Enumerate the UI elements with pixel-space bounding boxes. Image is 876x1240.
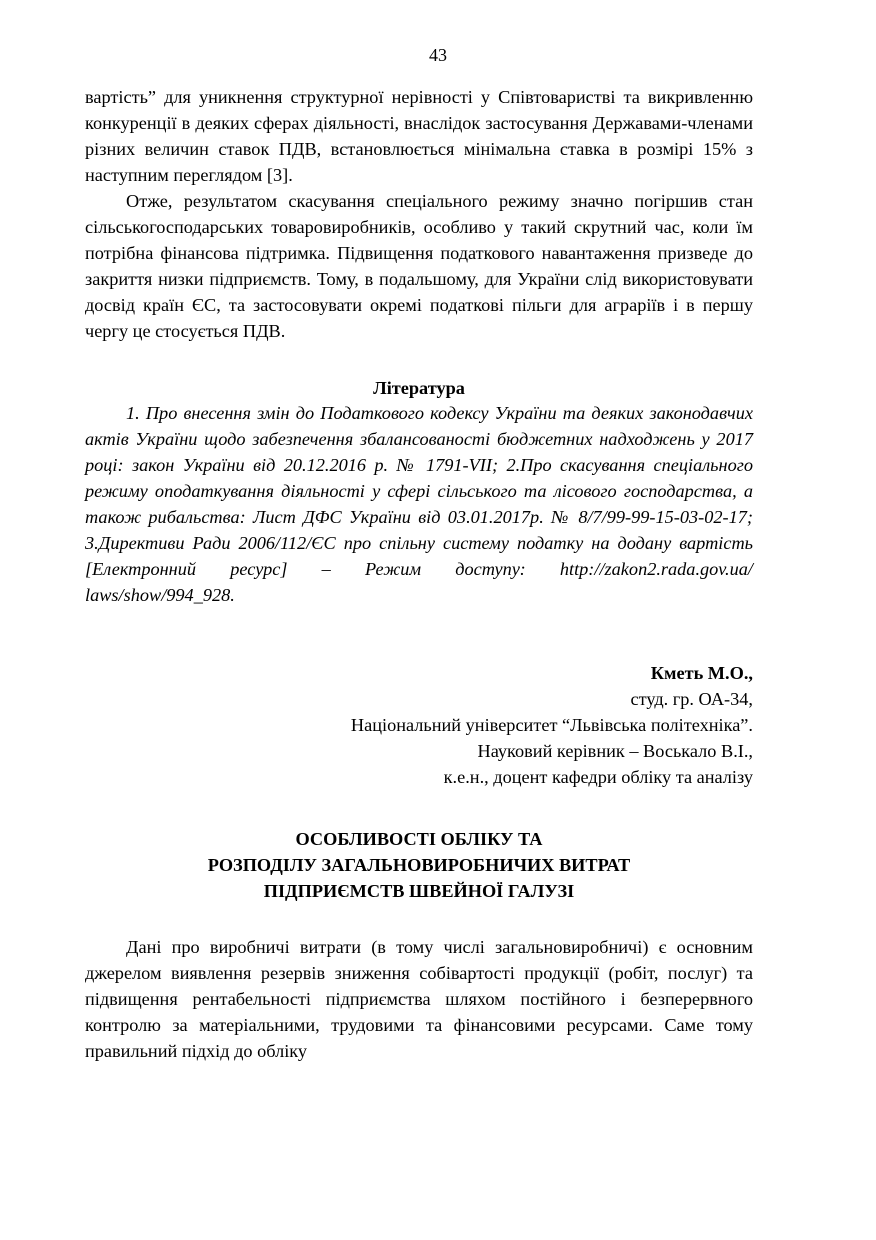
- references-heading: Література: [373, 378, 465, 398]
- article-body-paragraph: Дані про виробничі витрати (в тому числі загальновиробничі) є основним джерелом виявлення резервів зниження собівартості продукції (робіт, послуг) та підвищення рентабельності підприємства шляхом постійного і безперервного контролю за матеріальними, трудовими та фінансовими ресурсами. Саме тому правильний підхід до обліку: [85, 937, 753, 1061]
- article-title: [85, 826, 753, 904]
- page-content: [85, 84, 753, 1064]
- page-number: 43: [429, 45, 447, 65]
- author-name: Кметь М.О.,: [650, 663, 753, 683]
- supervisor-title: к.е.н., доцент кафедри обліку та аналізу: [443, 767, 753, 787]
- intro-paragraph-conclusion: Отже, результатом скасування спеціального режиму значно погіршив стан сільськогосподарських товаровиробників, особливо у такий скрутний час, коли їм потрібна фінансова підтримка. Підвищення податкового навантаження призведе до закриття низки підприємств. Тому, в подальшому, для України слід використовувати досвід країн ЄС, та застосовувати окремі податкові пільги для аграріїв і в першу чергу це стосується ПДВ.: [85, 191, 753, 341]
- author-group: студ. гр. ОА-34,: [630, 689, 753, 709]
- article-title-line: ПІДПРИЄМСТВ ШВЕЙНОЇ ГАЛУЗІ: [263, 881, 575, 901]
- intro-paragraph-continuation: вартість” для уникнення структурної нерівності у Співтоваристві та викривленню конкуренції в деяких сферах діяльності, внаслідок застосування Державами-членами різних величин ставок ПДВ, встановлюється мінімальна ставка в розмірі 15% з наступним переглядом [3].: [85, 87, 753, 185]
- supervisor: Науковий керівник – Воськало В.І.,: [477, 741, 753, 761]
- author-university: Національний університет “Львівська політехніка”.: [350, 715, 753, 735]
- author-block: [85, 660, 753, 790]
- article-title-line: ОСОБЛИВОСТІ ОБЛІКУ ТА: [295, 829, 543, 849]
- article-title-line: РОЗПОДІЛУ ЗАГАЛЬНОВИРОБНИЧИХ ВИТРАТ: [207, 855, 631, 875]
- references-list: 1. Про внесення змін до Податкового кодексу України та деяких законодавчих актів України щодо забезпечення збалансованості бюджетних надходжень у 2017 році: закон України від 20.12.2016 р. № 1791-VII; 2.Про скасування спеціального режиму оподаткування діяльності у сфері сільського та лісового господарства, а також рибальства: Лист ДФС України від 03.01.2017р. № 8/7/99-99-15-03-02-17; 3.Директиви Ради 2006/112/ЄС про спільну систему податку на додану вартість [Електронний ресурс] – Режим доступу: http://zakon2.rada.gov.ua/ laws/show/994_928.: [85, 403, 753, 605]
